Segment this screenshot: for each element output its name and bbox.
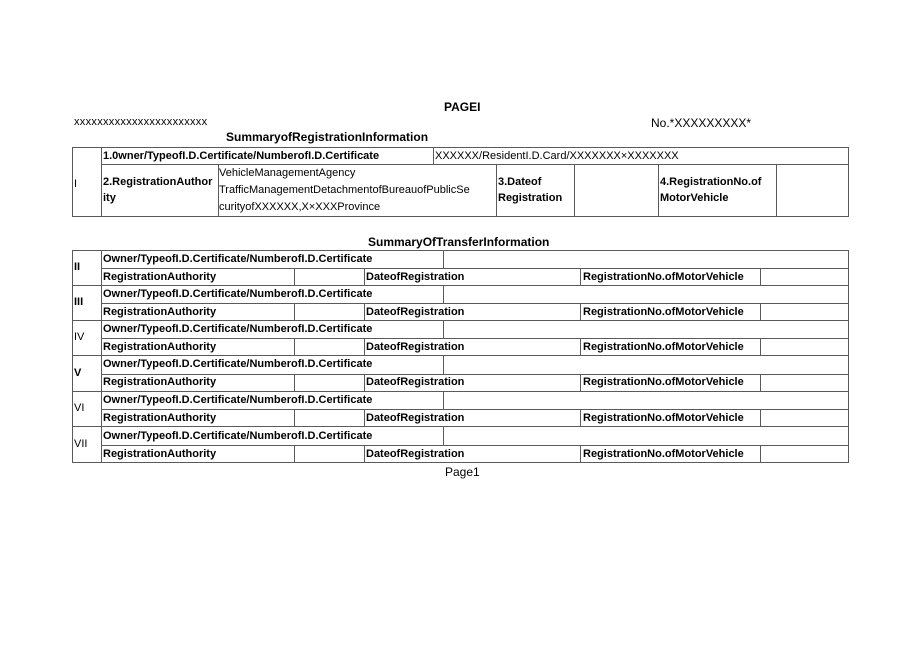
date-label-2: Registration [498,192,563,204]
transfer-authority-label: RegistrationAuthority [103,271,217,283]
transfer-regno-label: RegistrationNo.ofMotorVehicle [583,376,744,388]
transfer-regno-label: RegistrationNo.ofMotorVehicle [583,412,744,424]
transfer-authority-label: RegistrationAuthority [103,341,217,353]
transfer-date-label: DateofRegistration [366,341,465,353]
regno-label-2: MotorVehicle [660,192,729,204]
transfer-date-label: DateofRegistration [366,271,465,283]
transfer-row-label: V [74,367,82,379]
date-label-1: 3.Dateof [498,176,542,188]
transfer-row-label: IV [74,331,85,343]
left-code: xxxxxxxxxxxxxxxxxxxxxxx [74,116,208,128]
page-title: PAGEI [444,100,481,114]
regno-label-1: 4.RegistrationNo.of [660,176,762,188]
transfer-row-label: VII [74,438,88,450]
transfer-owner-label: Owner/TypeofI.D.Certificate/NumberofI.D.Certificate [103,323,373,335]
transfer-regno-label: RegistrationNo.ofMotorVehicle [583,306,744,318]
transfer-authority-label: RegistrationAuthority [103,306,217,318]
transfer-owner-label: Owner/TypeofI.D.Certificate/NumberofI.D.Certificate [103,358,373,370]
registration-title: SummaryofRegistrationInformation [226,130,429,144]
transfer-row-label: II [74,261,81,273]
authority-label-2: ity [103,192,116,204]
transfer-regno-label: RegistrationNo.ofMotorVehicle [583,341,744,353]
authority-value-1: VehicleManagementAgency [219,167,356,179]
transfer-authority-label: RegistrationAuthority [103,412,217,424]
doc-number: No.*XXXXXXXXX* [651,116,752,130]
transfer-date-label: DateofRegistration [366,448,465,460]
transfer-owner-label: Owner/TypeofI.D.Certificate/NumberofI.D.Certificate [103,394,373,406]
transfer-title: SummaryOfTransferInformation [368,235,550,249]
transfer-row-label: VI [74,402,85,414]
transfer-date-label: DateofRegistration [366,412,465,424]
transfer-regno-label: RegistrationNo.ofMotorVehicle [583,271,744,283]
owner-value: XXXXXX/ResidentI.D.Card/XXXXXXX×XXXXXXX [435,150,679,162]
transfer-date-label: DateofRegistration [366,376,465,388]
registration-row-label: I [74,178,78,190]
authority-label-1: 2.RegistrationAuthor [103,176,213,188]
authority-value-3: curityofXXXXXX,X×XXXProvince [219,201,381,213]
transfer-owner-label: Owner/TypeofI.D.Certificate/NumberofI.D.Certificate [103,253,373,265]
transfer-row-label: III [74,296,84,308]
transfer-date-label: DateofRegistration [366,306,465,318]
transfer-owner-label: Owner/TypeofI.D.Certificate/NumberofI.D.Certificate [103,430,373,442]
owner-label: 1.0wner/TypeofI.D.Certificate/NumberofI.D.Certificate [103,150,380,162]
transfer-owner-label: Owner/TypeofI.D.Certificate/NumberofI.D.Certificate [103,288,373,300]
authority-value-2: TrafficManagementDetachmentofBureauofPublicSe [219,184,470,196]
transfer-authority-label: RegistrationAuthority [103,448,217,460]
transfer-regno-label: RegistrationNo.ofMotorVehicle [583,448,744,460]
page-number: Page1 [445,465,480,479]
transfer-authority-label: RegistrationAuthority [103,376,217,388]
